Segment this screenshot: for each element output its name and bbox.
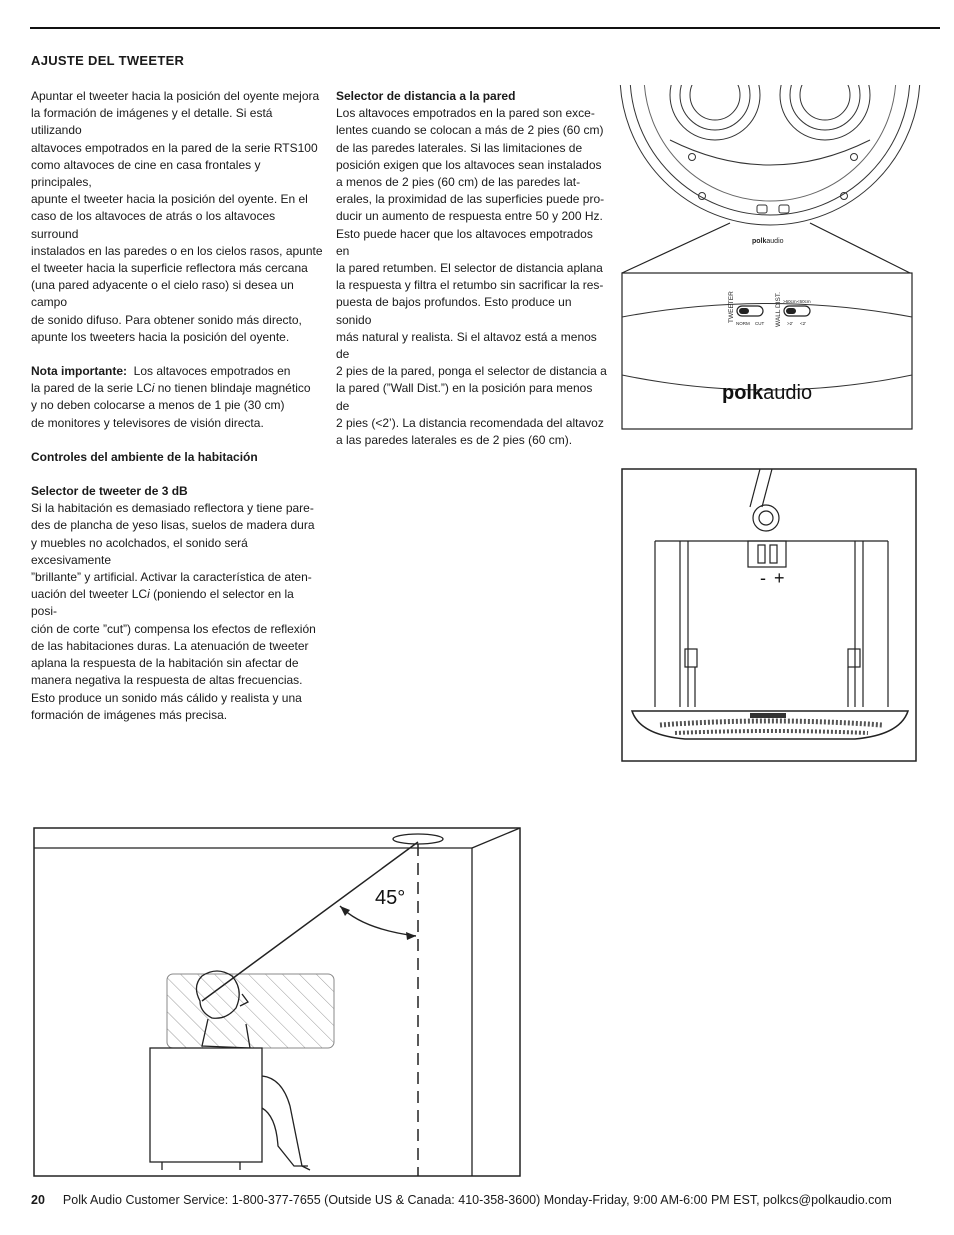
- wall-distance-switch-label: WALL DIST.: [775, 292, 782, 327]
- page-number: 20: [31, 1193, 45, 1207]
- tweeter-selector-heading: Selector de tweeter de 3 dB: [31, 484, 188, 499]
- plus-terminal-label: +: [774, 568, 785, 588]
- paragraph-intro: Apuntar el tweeter hacia la posición del oyente mejora la formación de imágenes y el detalle. Si está utilizando altavoces empotrados en la pared de la serie RTS100 como altavoces de cine en casa frontales y principales, apunte el tweeter hacia la posición del oyente. En el caso de los altavoces de atrás o los altavoces surround instalados en las paredes o en los cielos rasos, apunte el tweeter hacia la superficie reflectora más cercana (una pared adyacente o el cielo raso) si desea un campo de sonido difuso. Para obtener sonido más directo, apunte los tweeters hacia la posición del oyente.: [31, 89, 323, 344]
- small-brand-logo: polkaudio: [752, 238, 784, 245]
- section-heading: AJUSTE DEL TWEETER: [31, 53, 185, 68]
- svg-text:NORM: NORM: [736, 321, 750, 326]
- speaker-face-figure: [610, 85, 930, 435]
- tweeter-switch-label: TWEETER: [728, 291, 735, 323]
- svg-text:<2': <2': [800, 321, 806, 326]
- footer: [31, 1193, 892, 1207]
- note-label: Nota importante:: [31, 364, 127, 379]
- paragraph-tweeter-selector: Si la habitación es demasiado reflectora y tiene pare- des de plancha de yeso lisas, suelos de madera dura y muebles no acolchados, el sonido será excesivamente ”brillante” y artificial. Activar la característica de aten- uación del tweeter LCi (poniendo el selector en la posi- ción de corte ”cut”) compensa los efectos de reflexión de las habitaciones duras. La atenuación de tweeter aplana la respuesta de la habitación sin afectar de manera negativa la respuesta de altas frecuencias. Esto produce un sonido más cálido y realista y una formación de imágenes más precisa.: [31, 501, 316, 722]
- footer-text: Polk Audio Customer Service: 1-800-377-7655 (Outside US & Canada: 410-358-3600) Monday-Friday, 9:00 AM-6:00 PM EST, polkcs@polkaudio.com: [62, 1193, 892, 1207]
- paragraph-wall-distance: Los altavoces empotrados en la pared son exce- lentes cuando se colocan a más de 2 pies (60 cm) de las paredes laterales. Si las limitaciones de posición exigen que los altavoces sean instalados a menos de 2 pies (60 cm) de las paredes lat- erales, la proximidad de las superficies puede pro- ducir un aumento de respuesta entre 50 y 200 Hz. Esto puede hacer que los altavoces empotrados en la pared retumben. El selector de distancia aplana la respuesta y filtra el retumbo sin sacrificar la res- puesta de bajos profundos. Esto produce un sonido más natural y realista. Si el altavoz está a menos de 2 pies de la pared, ponga el selector de distancia a la pared (”Wall Dist.”) en la posición para menos de 2 pies (<2’). La distancia recomendada del altavoz a las paredes laterales es de 2 pies (60 cm).: [336, 106, 607, 448]
- column-middle: [336, 88, 608, 449]
- angle-label: 45°: [375, 887, 406, 909]
- column-left: [31, 88, 323, 724]
- svg-text:CUT: CUT: [755, 321, 765, 326]
- minus-terminal-label: -: [760, 568, 766, 588]
- brand-logo: polkaudio: [722, 382, 813, 404]
- paragraph-note: Nota importante: Los altavoces empotrados en la pared de la serie LCi no tienen blindaje magnético y no deben colocarse a menos de 1 pie (30 cm) de monitores y televisores de visión directa.: [31, 364, 311, 430]
- svg-text:>60cm: >60cm: [783, 299, 797, 304]
- svg-text:>2': >2': [787, 321, 793, 326]
- wall-distance-heading: Selector de distancia a la pared: [336, 89, 516, 103]
- top-rule: [30, 27, 940, 29]
- room-angle-figure: [32, 826, 522, 1178]
- ceiling-speaker-figure: [620, 467, 920, 765]
- controls-heading: Controles del ambiente de la habitación: [31, 449, 258, 464]
- svg-text:<60cm: <60cm: [797, 299, 811, 304]
